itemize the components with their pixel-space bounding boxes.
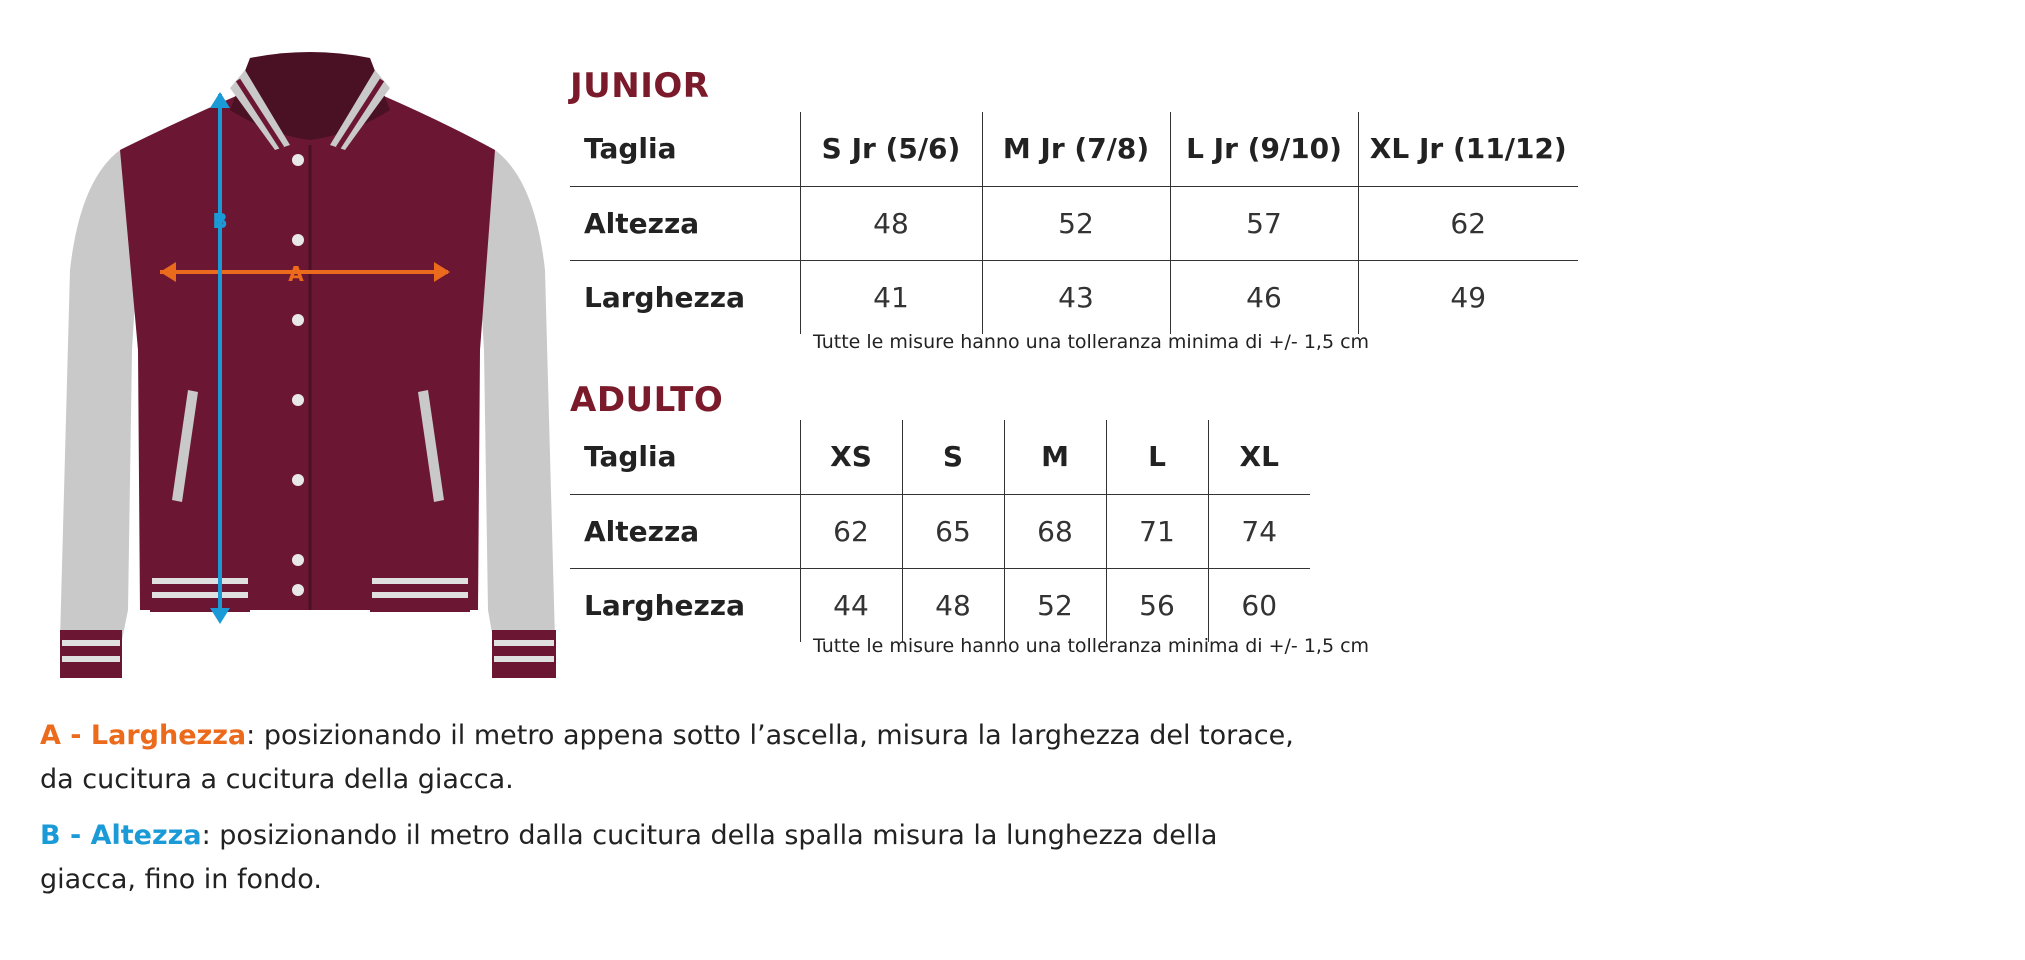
row-label: Larghezza bbox=[570, 260, 800, 334]
junior-tolerance-note: Tutte le misure hanno una tolleranza minima di +/- 1,5 cm bbox=[813, 331, 1370, 353]
header-cell: XS bbox=[800, 420, 902, 494]
table-row bbox=[570, 186, 1578, 260]
table-cell: 62 bbox=[1358, 186, 1578, 260]
instruction-a-label: A - Larghezza bbox=[40, 720, 247, 751]
header-cell: M bbox=[1004, 420, 1106, 494]
table-row bbox=[570, 494, 1310, 568]
table-row bbox=[570, 260, 1578, 334]
row-label: Larghezza bbox=[570, 568, 800, 642]
header-cell: XL Jr (11/12) bbox=[1358, 112, 1578, 186]
instruction-a-text: : posizionando il metro appena sotto l’ascella, misura la larghezza del torace, bbox=[246, 720, 1294, 751]
header-cell: Taglia bbox=[584, 440, 677, 474]
instruction-a-text-line2: da cucitura a cucitura della giacca. bbox=[40, 764, 514, 795]
instruction-a bbox=[40, 714, 1380, 802]
header-cell: XL bbox=[1208, 420, 1310, 494]
table-cell: 68 bbox=[1004, 494, 1106, 568]
table-row bbox=[570, 568, 1310, 642]
row-label: Altezza bbox=[570, 494, 800, 568]
table-cell: 52 bbox=[982, 186, 1170, 260]
table-header-row bbox=[570, 420, 1310, 494]
adulto-title: ADULTO bbox=[570, 380, 724, 420]
table-cell: 48 bbox=[902, 568, 1004, 642]
table-cell: 71 bbox=[1106, 494, 1208, 568]
table-cell: 46 bbox=[1170, 260, 1358, 334]
table-cell: 57 bbox=[1170, 186, 1358, 260]
table-cell: 41 bbox=[800, 260, 982, 334]
table-cell: 56 bbox=[1106, 568, 1208, 642]
junior-size-table bbox=[570, 112, 1578, 334]
row-label: Altezza bbox=[570, 186, 800, 260]
table-cell: 48 bbox=[800, 186, 982, 260]
adulto-size-table bbox=[570, 420, 1310, 642]
header-cell: M Jr (7/8) bbox=[982, 112, 1170, 186]
table-cell: 52 bbox=[1004, 568, 1106, 642]
header-cell: L bbox=[1106, 420, 1208, 494]
header-cell: L Jr (9/10) bbox=[1170, 112, 1358, 186]
table-header-row bbox=[570, 112, 1578, 186]
table-cell: 65 bbox=[902, 494, 1004, 568]
instruction-b-text: : posizionando il metro dalla cucitura della spalla misura la lunghezza della bbox=[201, 820, 1218, 851]
jacket-body bbox=[120, 90, 495, 610]
table-cell: 74 bbox=[1208, 494, 1310, 568]
instruction-b-text-line2: giacca, fino in fondo. bbox=[40, 864, 322, 895]
header-cell: S bbox=[902, 420, 1004, 494]
header-cell: Taglia bbox=[584, 132, 677, 166]
jacket-illustration bbox=[60, 50, 560, 690]
table-cell: 44 bbox=[800, 568, 902, 642]
header-cell: S Jr (5/6) bbox=[800, 112, 982, 186]
adulto-tolerance-note: Tutte le misure hanno una tolleranza minima di +/- 1,5 cm bbox=[813, 635, 1370, 657]
table-cell: 62 bbox=[800, 494, 902, 568]
instruction-b-label: B - Altezza bbox=[40, 820, 202, 851]
table-cell: 49 bbox=[1358, 260, 1578, 334]
junior-title: JUNIOR bbox=[570, 66, 710, 106]
instruction-b bbox=[40, 814, 1380, 902]
table-cell: 43 bbox=[982, 260, 1170, 334]
width-marker-label: A bbox=[288, 262, 304, 286]
table-cell: 60 bbox=[1208, 568, 1310, 642]
height-marker-label: B bbox=[212, 209, 228, 233]
